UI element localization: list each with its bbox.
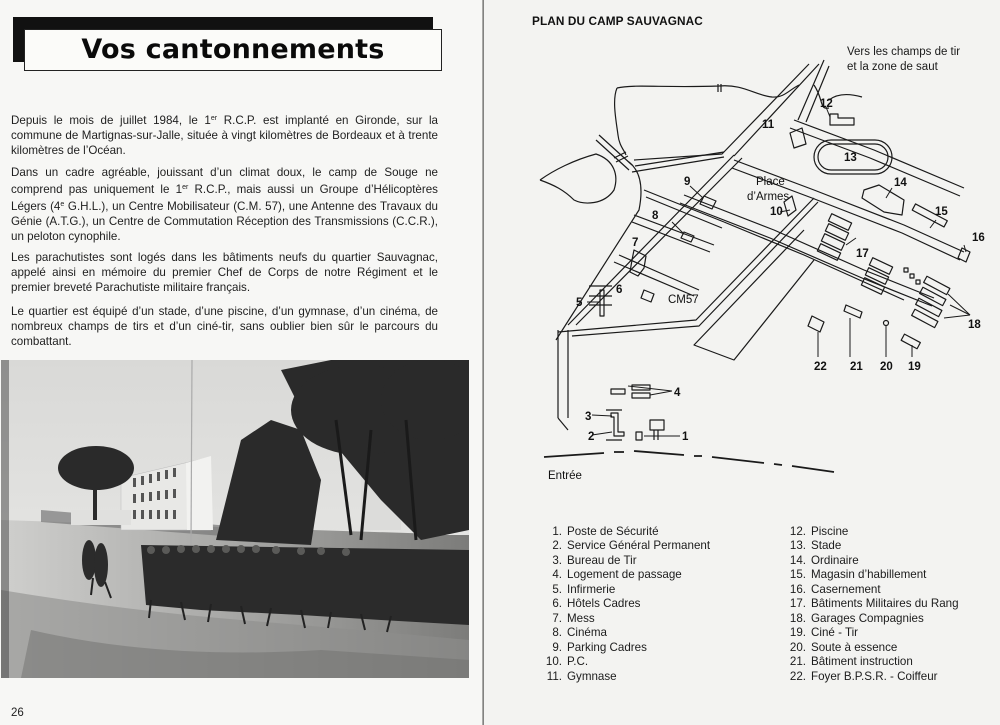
- legend-number: 16.: [789, 582, 806, 596]
- legend-label: Garages Compagnies: [811, 611, 924, 625]
- legend-item: [540, 655, 710, 669]
- entrance-road: [558, 330, 568, 418]
- legend-number: 7.: [552, 611, 562, 625]
- map-num-9: 9: [684, 176, 691, 188]
- legend-item: [784, 597, 959, 611]
- page-title: Vos cantonnements: [81, 34, 385, 65]
- left-page: [0, 0, 482, 725]
- road: [732, 160, 964, 260]
- map-num-11: 11: [762, 119, 775, 131]
- legend-number: 1.: [552, 525, 562, 538]
- legend-item: [540, 568, 710, 582]
- legend-item: [540, 670, 710, 684]
- right-page: [484, 0, 1000, 725]
- legend-number: 20.: [789, 640, 806, 654]
- superscript: er: [210, 115, 218, 122]
- legend-label: Magasin d’habillement: [811, 568, 927, 582]
- map-num-4: 4: [674, 387, 681, 399]
- map-num-7: 7: [632, 237, 639, 249]
- legend-number: 22.: [789, 669, 806, 683]
- cm57-label: CM57: [668, 294, 699, 306]
- cm57-boundary: [558, 198, 818, 336]
- map-num-3: 3: [585, 411, 592, 423]
- legend-number: 17.: [789, 597, 806, 611]
- road: [599, 135, 632, 165]
- legend-label: Piscine: [811, 525, 849, 538]
- map-num-12: 12: [820, 98, 833, 110]
- building-instruction: [844, 305, 862, 318]
- map-num-10: 10: [770, 206, 783, 218]
- text-run: Depuis le mois de juillet 1984, le 1: [11, 114, 211, 127]
- perimeter-line: [540, 154, 616, 203]
- legend-label: Ciné - Tir: [811, 626, 859, 640]
- legend-number: 9.: [552, 640, 562, 654]
- quarters-paragraph: Les parachutistes sont logés dans les bâtiments neufs du quartier Sauvagnac, appelé ainsi en mémoire du premier Chef de Corps de notre Régiment et le premier breveté Parachutiste militaire français.: [11, 251, 438, 294]
- map-num-22: 22: [814, 361, 827, 373]
- legend-number: 12.: [789, 525, 806, 538]
- map-num-8: 8: [652, 210, 659, 222]
- legend-item: [784, 583, 959, 597]
- page-number: 26: [11, 707, 24, 719]
- superscript: e: [60, 201, 65, 208]
- map-num-13: 13: [844, 152, 857, 164]
- building-poste-securite: [636, 432, 642, 440]
- legend-item: [784, 568, 959, 582]
- direction-note-line: Vers les champs de tir: [847, 46, 961, 58]
- legend-label: Foyer B.P.S.R. - Coiffeur: [811, 669, 938, 683]
- legend-item: [540, 539, 710, 553]
- legend-number: 5.: [552, 582, 562, 596]
- legend-label: Bâtiments Militaires du Rang: [811, 597, 959, 611]
- map-legend-right: [784, 525, 959, 684]
- legend-label: Stade: [811, 539, 842, 553]
- road: [556, 162, 641, 340]
- map-num-19: 19: [908, 361, 921, 373]
- map-num-17: 17: [856, 248, 869, 260]
- text-run: R.C.P., mais aussi un Groupe d’Hélicoptères Légers (4: [11, 183, 438, 213]
- intro-paragraph: [11, 111, 438, 158]
- text-run: G.H.L.), un Centre Mobilisateur (C.M. 57), une Antenne des Travaux du Génie (A.T.G.), un Centre de Commutation Réception des Transmissions (C.C.R.), un peloton cynophile.: [11, 200, 438, 243]
- legend-label: Logement de passage: [567, 568, 682, 582]
- legend-item: [784, 554, 959, 568]
- building-cine-tir: [901, 334, 920, 349]
- leader-lines: [587, 107, 970, 436]
- legend-label: Casernement: [811, 582, 881, 596]
- legend-item: [784, 525, 959, 539]
- camp-map: [484, 0, 1000, 520]
- map-num-20: 20: [880, 361, 893, 373]
- map-num-6: 6: [616, 284, 623, 296]
- building-sgp-bureau-tir: [611, 413, 624, 436]
- facilities-paragraph: Le quartier est équipé d’un stade, d’une piscine, d’un gymnase, d’un cinéma, de nombreux champs de tirs et d’un ciné-tir, sans oublier bien sûr le parcours du combattant.: [11, 305, 438, 348]
- perimeter-line: [617, 85, 799, 97]
- legend-number: 11.: [546, 669, 562, 683]
- map-title: PLAN DU CAMP SAUVAGNAC: [532, 14, 703, 28]
- legend-label: Parking Cadres: [567, 640, 647, 654]
- building-foyer: [808, 316, 824, 332]
- legend-number: 10.: [545, 655, 562, 669]
- legend-item: [784, 670, 959, 684]
- legend-label: Soute à essence: [811, 640, 898, 654]
- legend-number: 13.: [789, 539, 806, 553]
- building-soute: [884, 321, 889, 326]
- building-piscine: [830, 114, 854, 125]
- building-hotels-cadres: [641, 290, 654, 302]
- legend-item: [784, 641, 959, 655]
- legend-label: Poste de Sécurité: [567, 525, 659, 538]
- legend-label: Mess: [567, 611, 595, 625]
- legend-number: 18.: [789, 611, 806, 625]
- text-run: Dans un cadre agréable, jouissant d’un climat doux, le camp de Souge ne comprend pas uniquement le 1: [11, 166, 438, 196]
- legend-label: Hôtels Cadres: [567, 597, 641, 611]
- map-num-16: 16: [972, 232, 985, 244]
- map-num-5: 5: [576, 297, 583, 309]
- legend-item: [784, 655, 959, 669]
- legend-item: [540, 554, 710, 568]
- map-num-1: 1: [682, 431, 689, 443]
- legend-item: [540, 612, 710, 626]
- legend-number: 6.: [552, 597, 562, 611]
- perimeter-line: [615, 88, 626, 155]
- map-num-21: 21: [850, 361, 863, 373]
- main-road-ne: [634, 64, 819, 160]
- legend-number: 4.: [552, 568, 562, 582]
- parade-photo: [1, 360, 469, 678]
- legend-label: Ordinaire: [811, 553, 859, 567]
- legend-item: [784, 539, 959, 553]
- direction-note-line: et la zone de saut: [847, 61, 938, 73]
- map-num-2: 2: [588, 431, 595, 443]
- place-armes-label: d’Armes: [747, 191, 790, 203]
- map-num-18: 18: [968, 319, 981, 331]
- camp-boundary: [544, 451, 834, 472]
- map-num-14: 14: [894, 177, 907, 189]
- legend-label: Gymnase: [567, 669, 617, 683]
- legend-number: 8.: [552, 626, 562, 640]
- legend-item: [784, 626, 959, 640]
- place-armes-label: Place: [756, 176, 785, 188]
- camp-description-paragraph: [11, 165, 438, 244]
- legend-label: Service Général Permanent: [567, 539, 711, 553]
- legend-label: P.C.: [567, 655, 589, 669]
- legend-label: Bâtiment instruction: [811, 655, 913, 669]
- legend-number: 15.: [789, 568, 806, 582]
- legend-label: Cinéma: [567, 626, 607, 640]
- entrance-label: Entrée: [548, 470, 582, 482]
- building-infirmerie: [600, 290, 604, 316]
- legend-item: [540, 525, 710, 539]
- legend-item: [540, 583, 710, 597]
- legend-label: Bureau de Tir: [567, 553, 637, 567]
- road: [680, 195, 934, 306]
- legend-item: [784, 612, 959, 626]
- legend-item: [540, 597, 710, 611]
- legend-label: Infirmerie: [567, 582, 616, 596]
- map-legend-left: [540, 525, 710, 684]
- legend-item: [540, 626, 710, 640]
- superscript: er: [182, 184, 189, 191]
- title-banner: [24, 29, 442, 71]
- parade-photo-illustration: [1, 360, 469, 678]
- legend-number: 3.: [552, 553, 562, 567]
- map-num-15: 15: [935, 206, 948, 218]
- legend-number: 21.: [789, 655, 806, 669]
- legend-item: [540, 641, 710, 655]
- text-run: R.C.P. est implanté en Gironde, sur la commune de Martignas-sur-Jalle, située à vingt kilomètres de Bordeaux et à trente kilomètres de l’Océan.: [11, 114, 438, 157]
- legend-number: 14.: [789, 553, 806, 567]
- legend-number: 2.: [552, 539, 562, 553]
- legend-number: 19.: [789, 626, 806, 640]
